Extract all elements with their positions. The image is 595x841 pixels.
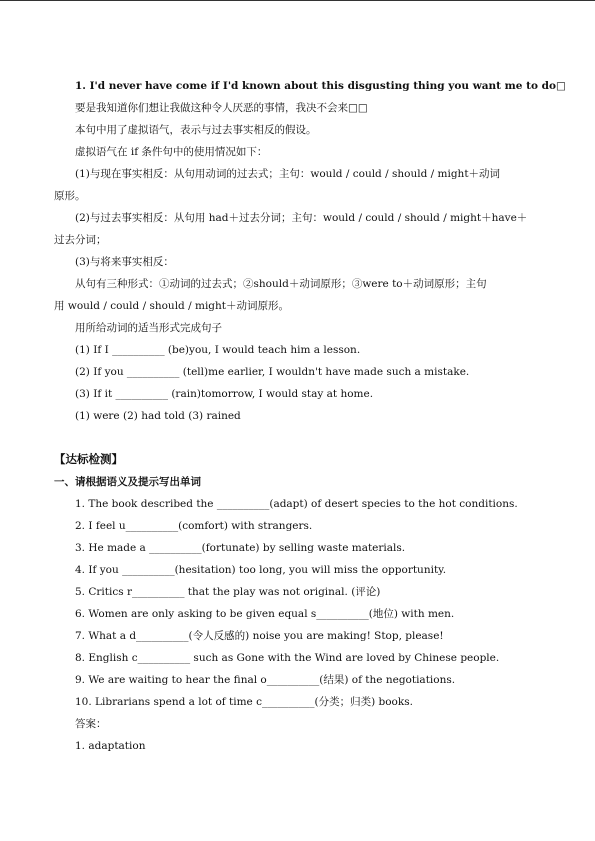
task-item: 4. If you __________(hesitation) too long, you will miss the opportunity. [75, 564, 447, 576]
example-sentence: 1. I'd never have come if I'd known about this disgusting thing you want me to do□ [75, 80, 566, 92]
task-item: 5. Critics r__________ that the play was not original. (评论) [75, 586, 381, 598]
task-item: 2. I feel u__________(comfort) with strangers. [75, 520, 313, 532]
rule-1-line-1: (1)与现在事实相反：从句用动词的过去式；主句：would / could / should / might＋动词 [75, 168, 501, 180]
task-item: 1. The book described the __________(adapt) of desert species to the hot conditions. [75, 498, 518, 510]
exercise-answers: (1) were (2) had told (3) rained [75, 410, 241, 422]
answer-item: 1. adaptation [75, 740, 146, 752]
task-item: 3. He made a __________(fortunate) by selling waste materials. [75, 542, 406, 554]
rule-3-detail-line-2: 用 would / could / should / might＋动词原形。 [54, 300, 290, 312]
exercise-item: (1) If I __________ (be)you, I would teach him a lesson. [75, 344, 361, 356]
rule-3: (3)与将来事实相反： [75, 256, 174, 268]
section-title: 【达标检测】 [54, 452, 123, 466]
header-rule [0, 0, 595, 1]
rule-3-detail-line-1: 从句有三种形式：①动词的过去式；②should＋动词原形；③were to＋动词原形；主句 [75, 278, 487, 290]
usage-intro: 虚拟语气在 if 条件句中的使用情况如下： [75, 146, 268, 158]
task-item: 10. Librarians spend a lot of time c__________(分类；归类) books. [75, 696, 413, 708]
example-translation: 要是我知道你们想让我做这种令人厌恶的事情，我决不会来□□ [75, 102, 368, 114]
answer-label: 答案： [75, 718, 107, 730]
rule-2-line-2: 过去分词； [54, 234, 107, 246]
task-item: 8. English c__________ such as Gone with the Wind are loved by Chinese people. [75, 652, 500, 664]
rule-1-line-2: 原形。 [54, 190, 86, 202]
exercise-prompt: 用所给动词的适当形式完成句子 [75, 322, 222, 334]
exercise-item: (2) If you __________ (tell)me earlier, I wouldn't have made such a mistake. [75, 366, 470, 378]
task-item: 9. We are waiting to hear the final o__________(结果) of the negotiations. [75, 674, 456, 686]
grammar-note: 本句中用了虚拟语气，表示与过去事实相反的假设。 [75, 124, 317, 136]
part-1-title: 一、请根据语义及提示写出单词 [54, 476, 201, 488]
task-item: 6. Women are only asking to be given equal s__________(地位) with men. [75, 608, 455, 620]
task-item: 7. What a d__________(令人反感的) noise you are making! Stop, please! [75, 630, 444, 642]
rule-2-line-1: (2)与过去事实相反：从句用 had＋过去分词；主句：would / could / should / might＋have＋ [75, 212, 528, 224]
exercise-item: (3) If it __________ (rain)tomorrow, I would stay at home. [75, 388, 374, 400]
